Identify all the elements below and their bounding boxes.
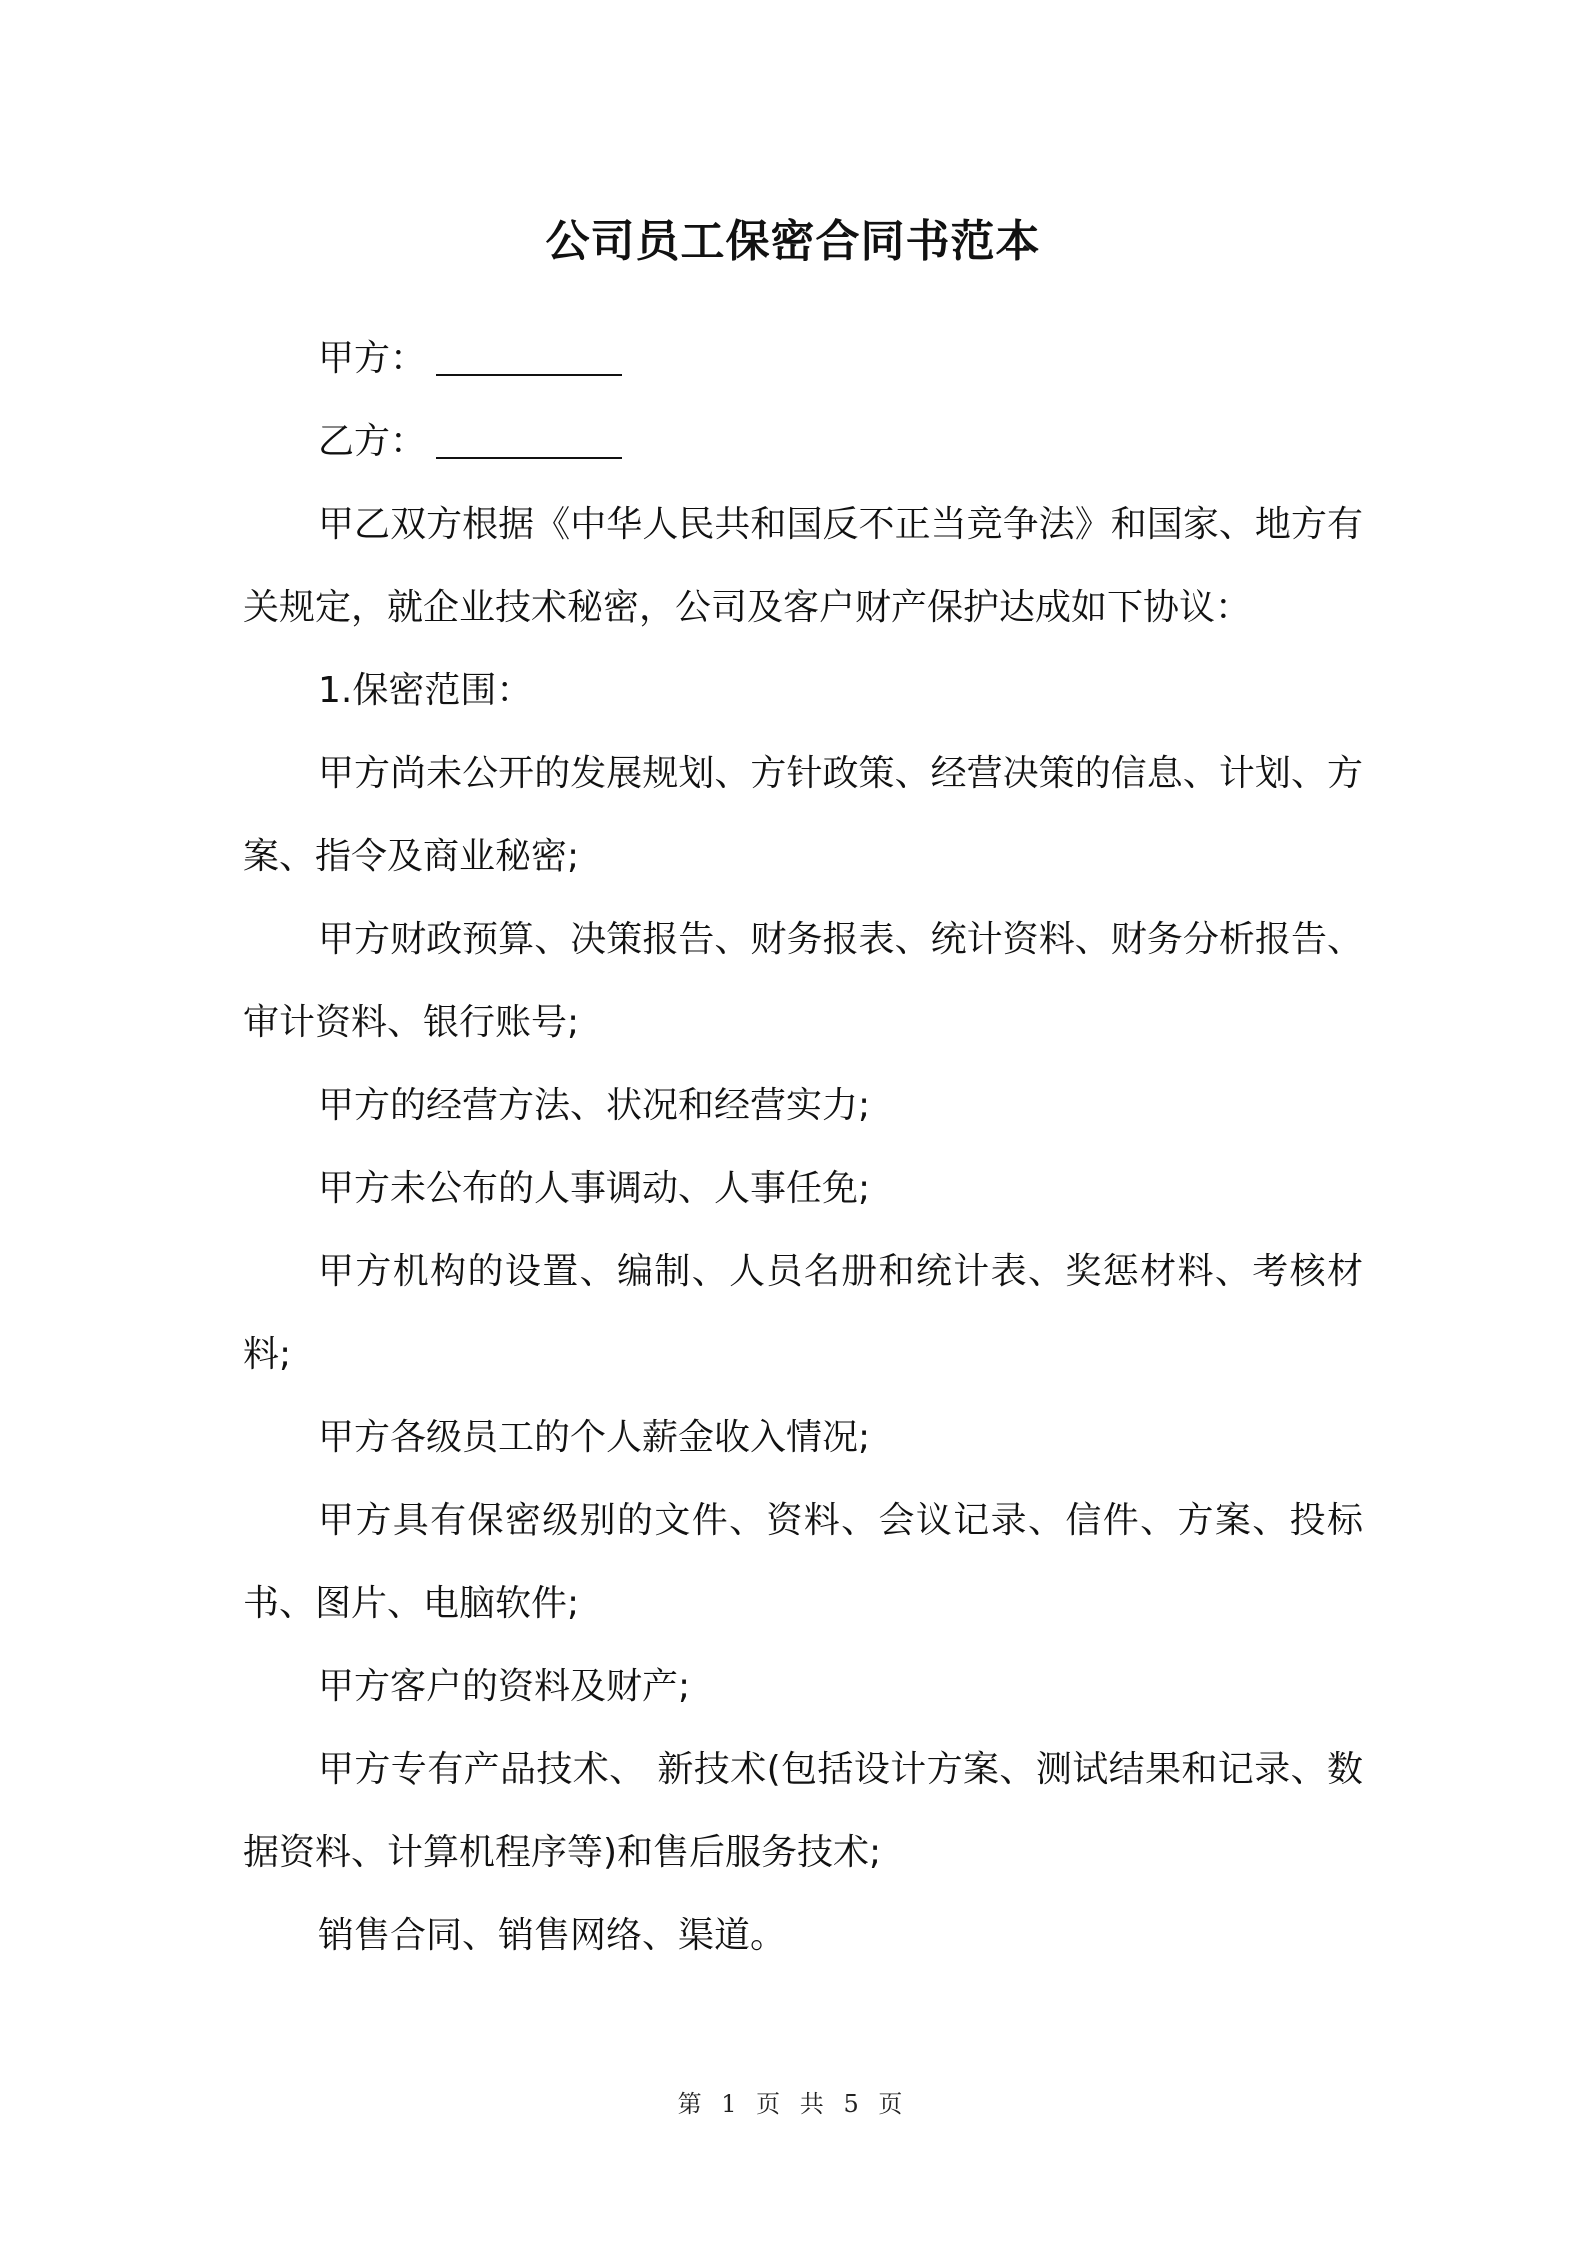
paragraph-item: 甲方专有产品技术、 新技术(包括设计方案、测试结果和记录、数据资料、计算机程序等)和售后服务技术; bbox=[243, 1749, 1363, 1873]
document-body bbox=[243, 317, 1363, 1977]
paragraph-item: 甲方的经营方法、状况和经营实力; bbox=[318, 1085, 871, 1126]
paragraph-item: 甲方尚未公开的发展规划、方针政策、经营决策的信息、计划、方案、指令及商业秘密; bbox=[243, 753, 1363, 877]
party-b-line bbox=[243, 400, 1363, 483]
document-title: 公司员工保密合同书范本 bbox=[545, 216, 1041, 267]
party-a-line bbox=[243, 317, 1363, 400]
party-a-label: 甲方： bbox=[318, 338, 427, 379]
page-footer: 第 1 页 共 5 页 bbox=[677, 2090, 909, 2118]
party-b-blank bbox=[436, 423, 622, 459]
paragraph-item: 甲方财政预算、决策报告、财务报表、统计资料、财务分析报告、审计资料、银行账号; bbox=[243, 919, 1363, 1043]
paragraph-intro: 甲乙双方根据《中华人民共和国反不正当竞争法》和国家、地方有关规定，就企业技术秘密，公司及客户财产保护达成如下协议： bbox=[243, 504, 1363, 628]
paragraph-item: 甲方各级员工的个人薪金收入情况; bbox=[318, 1417, 871, 1458]
paragraph-item: 销售合同、销售网络、渠道。 bbox=[318, 1915, 787, 1956]
party-b-label: 乙方： bbox=[318, 421, 427, 462]
paragraph-item: 甲方机构的设置、编制、人员名册和统计表、奖惩材料、考核材料; bbox=[243, 1251, 1363, 1375]
paragraph-item: 甲方客户的资料及财产; bbox=[318, 1666, 691, 1707]
party-a-blank bbox=[436, 340, 622, 376]
section-heading: 1.保密范围： bbox=[318, 670, 533, 711]
paragraph-item: 甲方未公布的人事调动、人事任免; bbox=[318, 1168, 871, 1209]
paragraph-item: 甲方具有保密级别的文件、资料、会议记录、信件、方案、投标书、图片、电脑软件; bbox=[243, 1500, 1363, 1624]
